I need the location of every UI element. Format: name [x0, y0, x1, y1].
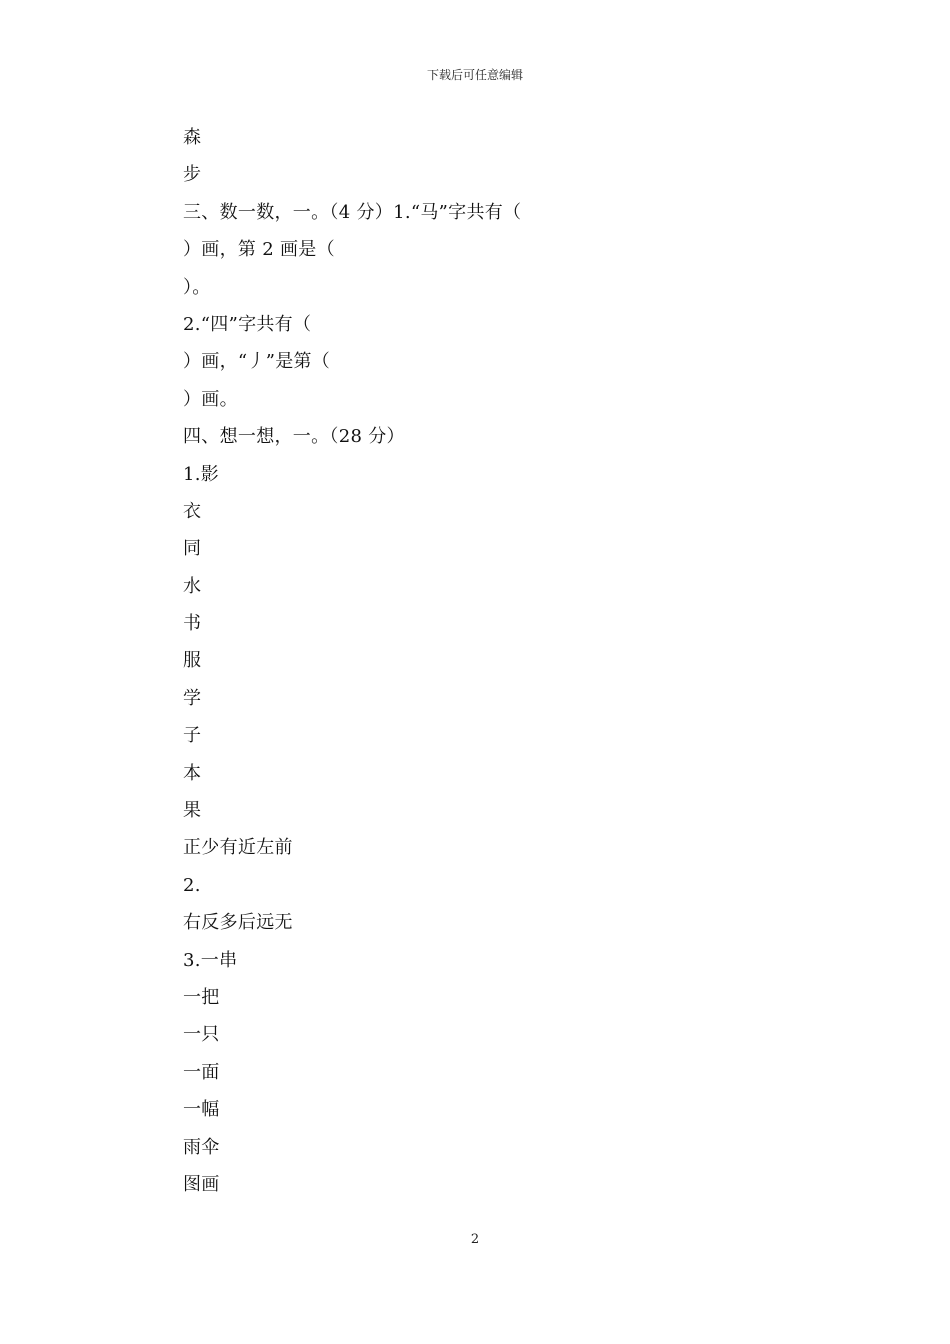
text-line: 本	[183, 762, 202, 784]
text-line: 2.	[183, 874, 201, 896]
section-four-heading: 四、想一想，一。（28 分）	[183, 426, 405, 448]
text-line: 一幅	[183, 1099, 220, 1121]
text-line: 学	[183, 687, 202, 709]
text-line: 衣	[183, 500, 202, 522]
text-line: 雨伞	[183, 1136, 220, 1158]
text-line: ）。	[183, 276, 211, 298]
section-three-question: 三、数一数，一。（4 分）1.“马”字共有（	[183, 201, 522, 223]
text-line: ）画，“丿”是第（	[183, 351, 331, 373]
text-line: 一只	[183, 1024, 220, 1046]
text-line: 2.“四”字共有（	[183, 313, 312, 335]
text-line: 子	[183, 725, 202, 747]
text-line: 步	[183, 164, 202, 186]
text-line: 水	[183, 575, 202, 597]
text-line: 一把	[183, 986, 220, 1008]
text-line: 正少有近左前	[183, 837, 293, 859]
text-line: 服	[183, 650, 202, 672]
text-line: 森	[183, 127, 202, 148]
text-line: ）画。	[183, 388, 238, 410]
text-line: 1.影	[183, 463, 220, 485]
text-line: 同	[183, 538, 202, 560]
text-line: 3.一串	[183, 949, 238, 971]
text-line: 一面	[183, 1061, 220, 1083]
text-line: ）画，第 2 画是（	[183, 239, 335, 261]
page-header: 下载后可任意编辑	[426, 68, 523, 82]
text-line: 书	[183, 613, 202, 635]
text-line: 右反多后远无	[183, 912, 293, 934]
document-body	[183, 124, 823, 1208]
text-line: 果	[183, 800, 202, 822]
page-number: 2	[470, 1232, 480, 1247]
text-line: 图画	[183, 1173, 220, 1195]
